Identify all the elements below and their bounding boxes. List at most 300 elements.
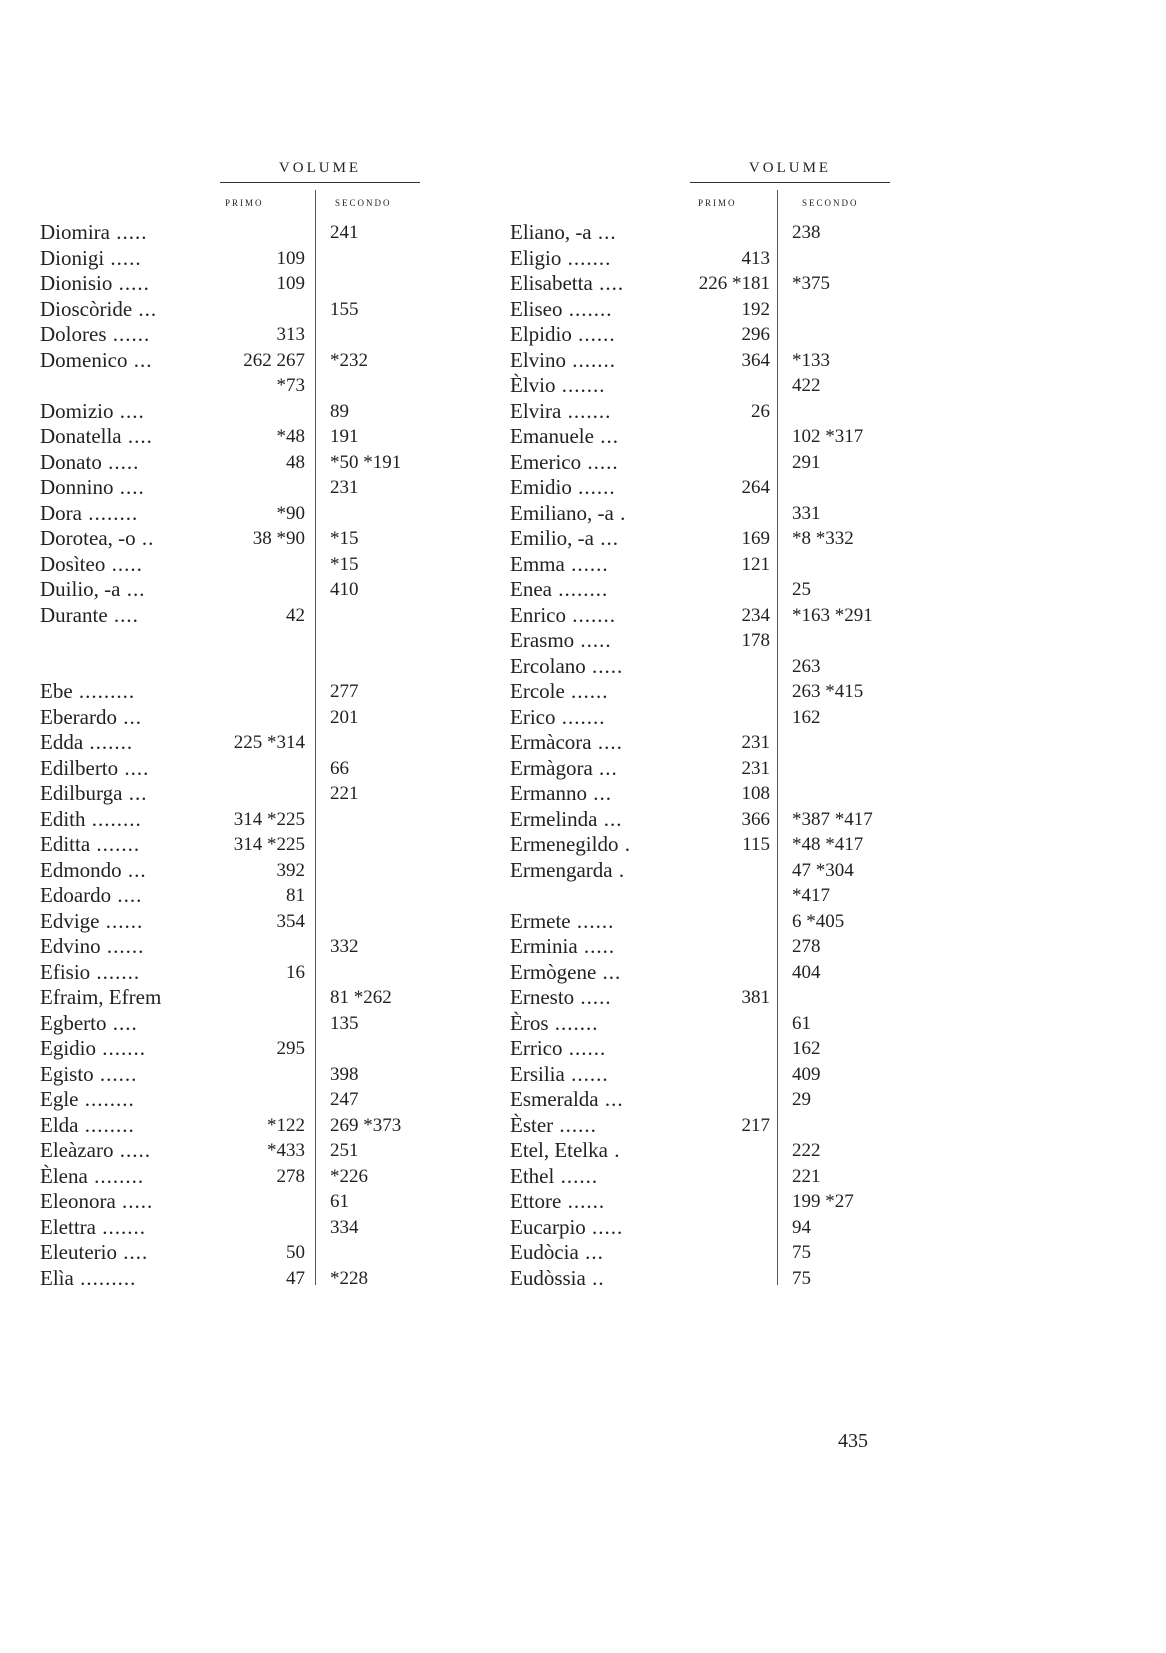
entry-name-text: Eligio [510, 245, 562, 270]
entry-leader-dots: .... [591, 730, 623, 754]
entry-name [40, 399, 145, 425]
entry-leader-dots: ... [592, 755, 618, 780]
index-entry [510, 220, 930, 246]
index-entry [510, 577, 930, 603]
entry-leader-dots: ...... [562, 1036, 607, 1060]
entry-secondo-pages: 238 [792, 222, 821, 243]
entry-secondo-pages: 94 [792, 1216, 811, 1238]
entry-primo-pages: 296 [741, 324, 770, 345]
entry-primo-pages: *122 [267, 1114, 305, 1136]
entry-name [40, 1215, 146, 1241]
entry-name [40, 883, 142, 909]
index-entry [40, 297, 460, 323]
entry-leader-dots: ...... [570, 908, 615, 933]
entry-name [40, 807, 142, 833]
entry-name-text: Edoardo [40, 883, 112, 907]
entry-name [510, 424, 619, 450]
entry-primo-pages: 42 [286, 604, 305, 626]
entry-name [40, 832, 140, 858]
entry-name [510, 679, 609, 705]
entry-name-text: Edmondo [40, 857, 122, 882]
entry-secondo-pages: 66 [330, 757, 349, 779]
entry-leader-dots: ........ [87, 1163, 145, 1188]
index-entry [40, 960, 460, 986]
entry-leader-dots: ........ [81, 500, 139, 525]
entry-leader-dots: ......... [72, 679, 136, 703]
entry-leader-dots: .... [106, 1010, 138, 1035]
index-entry [510, 832, 930, 858]
entry-name-text: Efisio [40, 959, 91, 984]
entry-name-text: Edvige [40, 908, 100, 933]
entry-name-text: Diomira [40, 220, 110, 244]
entry-leader-dots: ....... [548, 1010, 599, 1035]
index-entry [510, 934, 930, 960]
entry-name-text: Dioscòride [40, 296, 133, 321]
entry-leader-dots: ... [596, 959, 622, 984]
entry-leader-dots: . [618, 832, 631, 856]
entry-name-text: Eleuterio [40, 1240, 117, 1264]
index-entry [510, 603, 930, 629]
entry-name [40, 781, 147, 807]
entry-name [510, 1087, 624, 1113]
volume-rule [220, 182, 420, 183]
entry-name-text: Eleonora [40, 1189, 116, 1213]
entry-name [510, 348, 616, 374]
entry-secondo-pages: 199 *27 [792, 1191, 854, 1212]
entry-name [40, 450, 139, 476]
entry-name-text: Elisabetta [510, 271, 593, 295]
index-entry [40, 705, 460, 731]
index-entry [40, 1164, 460, 1190]
entry-secondo-pages: 409 [792, 1063, 821, 1085]
entry-name-text: Elìa [40, 1265, 74, 1290]
entry-leader-dots: ...... [561, 1189, 606, 1213]
entry-name-text: Ethel [510, 1163, 555, 1188]
index-entry [510, 424, 930, 450]
entry-leader-dots: ....... [95, 1214, 146, 1239]
entry-name-text: Dionigi [40, 245, 105, 270]
index-entry [40, 1240, 460, 1266]
index-entry [40, 832, 460, 858]
index-entry [40, 756, 460, 782]
entry-name-text: Etel, Etelka [510, 1138, 608, 1162]
entry-name [40, 1240, 148, 1266]
entry-leader-dots: ... [578, 1240, 604, 1264]
entry-name-text: Emerico [510, 449, 582, 474]
entry-secondo-pages: 135 [330, 1012, 359, 1034]
left-index-column [40, 160, 460, 1291]
entry-leader-dots: ... [593, 424, 619, 448]
entry-leader-dots: ....... [555, 704, 606, 729]
index-entry [510, 628, 930, 654]
entry-primo-pages: 178 [741, 630, 770, 651]
entry-leader-dots: .... [116, 1240, 149, 1264]
entry-name [40, 271, 150, 297]
index-entry [510, 450, 930, 476]
entry-leader-dots: ... [116, 704, 142, 729]
entry-leader-dots: ....... [90, 959, 141, 984]
entry-secondo-pages: 81 *262 [330, 987, 392, 1008]
entry-primo-pages: 231 [741, 732, 770, 753]
entry-leader-dots: ...... [553, 1112, 597, 1137]
volume-label: VOLUME [278, 160, 362, 176]
index-entry [40, 348, 460, 374]
index-entry [40, 1036, 460, 1062]
entry-name-text: Edda [40, 730, 84, 754]
entry-name [510, 1113, 597, 1139]
index-rows [510, 220, 930, 1291]
entry-leader-dots: ... [598, 1087, 624, 1111]
entry-primo-pages: 48 [286, 451, 305, 473]
entry-secondo-pages: 89 [330, 400, 349, 422]
entry-name-text: Donnino [40, 475, 114, 499]
entry-secondo-pages: *48 *417 [792, 834, 864, 855]
entry-name-text: Erminia [510, 934, 578, 958]
entry-name [510, 807, 622, 833]
entry-primo-pages: 314 *225 [233, 808, 305, 830]
entry-name-text: Durante [40, 602, 108, 627]
index-entry [510, 730, 930, 756]
entry-leader-dots: ......... [73, 1265, 137, 1290]
index-entry [510, 297, 930, 323]
entry-primo-pages: 413 [741, 247, 770, 269]
entry-name-text: Erico [510, 704, 556, 729]
entry-name-text: Enrico [510, 602, 566, 627]
entry-secondo-pages: 222 [792, 1140, 821, 1161]
index-entry [510, 679, 930, 705]
entry-name [40, 297, 157, 323]
index-entry [510, 1266, 930, 1292]
entry-name-text: Eberardo [40, 704, 117, 729]
entry-name [510, 246, 611, 272]
volume-header [40, 160, 460, 220]
entry-leader-dots: ... [593, 526, 619, 550]
entry-leader-dots: ..... [115, 1189, 154, 1213]
entry-name [510, 552, 609, 578]
entry-name [40, 960, 140, 986]
index-entry [510, 909, 930, 935]
entry-name-text: Elettra [40, 1214, 96, 1239]
index-entry [40, 1138, 460, 1164]
entry-leader-dots: ........ [551, 577, 609, 601]
entry-name-text: Egberto [40, 1010, 107, 1035]
entry-secondo-pages: *15 [330, 528, 359, 549]
entry-name-text: Errico [510, 1036, 563, 1060]
entry-secondo-pages: 75 [792, 1267, 811, 1289]
index-entry [40, 399, 460, 425]
entry-leader-dots: ........ [78, 1087, 135, 1111]
entry-name [40, 858, 147, 884]
entry-secondo-pages: *163 *291 [792, 604, 873, 626]
entry-name-text: Ermengarda [510, 857, 613, 882]
entry-leader-dots: ....... [566, 347, 616, 372]
index-entry [510, 1215, 930, 1241]
index-entry [510, 858, 930, 884]
entry-name [40, 1164, 144, 1190]
entry-secondo-pages: 221 [792, 1165, 821, 1187]
secondo-label: SECONDO [335, 198, 392, 208]
index-entry [40, 322, 460, 348]
entry-secondo-pages: 102 *317 [792, 426, 864, 447]
entry-primo-pages: 81 [286, 885, 305, 906]
entry-name [40, 552, 143, 578]
entry-name [40, 220, 147, 246]
entry-leader-dots: ..... [585, 653, 624, 678]
entry-name [40, 1036, 146, 1062]
index-entry [510, 756, 930, 782]
entry-leader-dots: ..... [585, 1214, 624, 1239]
volume-rule [690, 182, 890, 183]
entry-primo-pages: 364 [741, 349, 770, 371]
entry-name-text: Ermàcora [510, 730, 592, 754]
entry-leader-dots: ... [127, 347, 153, 372]
index-entry [510, 1240, 930, 1266]
entry-name [40, 1138, 151, 1164]
entry-leader-dots: ..... [581, 449, 619, 474]
entry-name-text: Elvino [510, 347, 566, 372]
index-entry [510, 501, 930, 527]
entry-leader-dots: .... [592, 271, 625, 295]
entry-leader-dots: ... [122, 781, 148, 805]
entry-primo-pages: 231 [741, 757, 770, 779]
index-entry [40, 1113, 460, 1139]
entry-name [510, 1164, 598, 1190]
entry-name-text: Elda [40, 1112, 79, 1137]
entry-name [510, 628, 612, 654]
volume-header [510, 160, 930, 220]
index-entry [510, 1138, 930, 1164]
entry-name-text: Eliano, -a [510, 220, 592, 244]
entry-name [40, 705, 142, 731]
entry-name-text: Elvira [510, 398, 562, 423]
entry-name-text: Dora [40, 500, 82, 525]
entry-leader-dots: ... [132, 296, 158, 321]
entry-name-text: Domenico [40, 347, 128, 372]
entry-leader-dots: ... [597, 806, 623, 831]
entry-name [40, 730, 133, 756]
entry-name-text: Èlena [40, 1163, 88, 1188]
primo-label: PRIMO [225, 198, 264, 208]
entry-leader-dots: ...... [106, 322, 151, 346]
entry-primo-pages: *48 [276, 426, 305, 447]
index-entry [510, 246, 930, 272]
entry-primo-pages: *90 [276, 502, 305, 524]
entry-primo-pages: *433 [267, 1140, 305, 1161]
entry-primo-pages: 313 [276, 324, 305, 345]
entry-leader-dots: ....... [83, 730, 134, 754]
entry-leader-dots: .... [121, 424, 153, 448]
entry-name-text: Ercole [510, 679, 565, 703]
entry-primo-pages: 109 [276, 273, 305, 294]
index-entry [510, 1189, 930, 1215]
entry-name-text: Eliseo [510, 296, 563, 321]
entry-name [40, 322, 150, 348]
entry-leader-dots: ....... [565, 602, 616, 627]
page-number: 435 [838, 1430, 868, 1452]
entry-secondo-pages: 25 [792, 579, 811, 600]
entry-leader-dots: .... [113, 398, 145, 423]
entry-secondo-pages: *417 [792, 885, 830, 906]
entry-name-text: Ernesto [510, 985, 575, 1009]
index-entry [40, 1087, 460, 1113]
index-entry [40, 220, 460, 246]
entry-leader-dots: ...... [554, 1163, 599, 1188]
entry-leader-dots: ...... [100, 934, 145, 958]
entry-name-text: Emiliano, -a [510, 500, 614, 525]
entry-secondo-pages: 422 [792, 375, 821, 396]
index-entry [510, 1164, 930, 1190]
index-entry [40, 577, 460, 603]
entry-name [510, 985, 612, 1011]
entry-primo-pages: 50 [286, 1242, 305, 1263]
entry-leader-dots: ........ [85, 806, 142, 831]
entry-name [510, 730, 623, 756]
entry-leader-dots: ....... [555, 373, 606, 397]
entry-name-text: Dorotea, -o [40, 526, 136, 550]
entry-name [40, 985, 161, 1011]
entry-name [40, 501, 138, 527]
entry-name-text: Donatella [40, 424, 122, 448]
entry-leader-dots: ..... [104, 245, 142, 270]
entry-name-text: Ermàgora [510, 755, 593, 780]
entry-name [40, 679, 135, 705]
entry-secondo-pages: 241 [330, 222, 359, 243]
entry-name-text: Esmeralda [510, 1087, 599, 1111]
entry-leader-dots: .... [113, 475, 145, 499]
entry-secondo-pages: 162 [792, 706, 821, 728]
entry-secondo-pages: 201 [330, 706, 359, 728]
entry-name-text: Donato [40, 449, 102, 474]
entry-name [510, 1189, 605, 1215]
index-entry [510, 807, 930, 833]
entry-secondo-pages: *133 [792, 349, 830, 371]
entry-leader-dots: ....... [561, 398, 612, 423]
index-entry [40, 1062, 460, 1088]
index-rows [40, 220, 460, 1291]
entry-name-text: Ersilia [510, 1061, 565, 1086]
index-entry [510, 271, 930, 297]
index-entry [40, 246, 460, 272]
entry-name [40, 577, 145, 603]
entry-name [510, 603, 616, 629]
entry-name-text: Ermenegildo [510, 832, 619, 856]
entry-name [510, 501, 626, 527]
entry-name [40, 526, 154, 552]
entry-name-text: Ermanno [510, 781, 587, 805]
index-entry [40, 424, 460, 450]
entry-leader-dots: ....... [96, 1036, 146, 1060]
index-entry [510, 1062, 930, 1088]
entry-name [510, 654, 623, 680]
index-entry [40, 475, 460, 501]
index-entry [510, 781, 930, 807]
entry-secondo-pages: 231 [330, 477, 359, 498]
index-entry [40, 781, 460, 807]
entry-name [510, 960, 621, 986]
entry-secondo-pages: *8 *332 [792, 528, 854, 549]
index-entry [40, 373, 460, 399]
entry-leader-dots: ..... [109, 220, 148, 244]
entry-name-text: Efraim, Efrem [40, 985, 162, 1009]
entry-name-text: Edilberto [40, 755, 119, 780]
entry-leader-dots: ..... [105, 551, 143, 576]
secondo-label: SECONDO [802, 198, 859, 208]
entry-name [40, 424, 153, 450]
entry-secondo-pages: 29 [792, 1089, 811, 1110]
entry-secondo-pages: *232 [330, 349, 368, 371]
index-entry [510, 1087, 930, 1113]
entry-leader-dots: ... [121, 857, 147, 882]
entry-leader-dots: ... [586, 781, 612, 805]
entry-name [40, 1266, 136, 1292]
entry-name-text: Dosìteo [40, 551, 106, 576]
entry-name-text: Edilburga [40, 781, 123, 805]
entry-name [40, 1113, 135, 1139]
entry-name [510, 756, 618, 782]
entry-name-text: Èlvio [510, 373, 556, 397]
entry-leader-dots: ..... [112, 271, 150, 295]
entry-name [510, 220, 617, 246]
entry-name [510, 1062, 609, 1088]
entry-secondo-pages: 398 [330, 1063, 359, 1085]
entry-name [40, 1087, 135, 1113]
entry-primo-pages: 26 [751, 400, 770, 422]
entry-name-text: Duilio, -a [40, 577, 121, 601]
entry-primo-pages: 115 [742, 834, 770, 855]
entry-primo-pages: 16 [286, 961, 305, 983]
entry-name [40, 475, 145, 501]
entry-secondo-pages: 155 [330, 298, 359, 320]
entry-secondo-pages: 263 [792, 655, 821, 677]
entry-name-text: Emanuele [510, 424, 594, 448]
index-entry [40, 858, 460, 884]
volume-label: VOLUME [748, 160, 832, 176]
entry-name [40, 1011, 138, 1037]
entry-primo-pages: 225 *314 [233, 732, 305, 753]
entry-primo-pages: 381 [741, 987, 770, 1008]
entry-primo-pages: 295 [276, 1038, 305, 1059]
index-entry [510, 960, 930, 986]
entry-name [40, 348, 152, 374]
entry-secondo-pages: 291 [792, 451, 821, 473]
index-entry [40, 628, 460, 654]
entry-primo-pages: 278 [276, 1165, 305, 1187]
entry-name [510, 934, 615, 960]
entry-name [40, 1062, 137, 1088]
entry-name-text: Èros [510, 1010, 549, 1035]
index-entry [40, 1189, 460, 1215]
index-entry [40, 985, 460, 1011]
entry-secondo-pages: *228 [330, 1267, 368, 1289]
entry-secondo-pages: 332 [330, 936, 359, 957]
index-entry [510, 1011, 930, 1037]
index-entry [40, 1266, 460, 1292]
entry-secondo-pages: 6 *405 [792, 910, 845, 932]
entry-primo-pages: 169 [741, 528, 770, 549]
entry-leader-dots: ..... [113, 1138, 151, 1162]
entry-secondo-pages: 404 [792, 961, 821, 983]
entry-name [40, 603, 139, 629]
index-entry [510, 883, 930, 909]
index-entry [510, 322, 930, 348]
entry-primo-pages: 121 [741, 553, 770, 575]
index-entry [40, 603, 460, 629]
entry-secondo-pages: 269 *373 [330, 1114, 402, 1136]
entry-name-text: Elpidio [510, 322, 572, 346]
index-entry [40, 730, 460, 756]
index-entry [510, 348, 930, 374]
entry-name [510, 909, 614, 935]
